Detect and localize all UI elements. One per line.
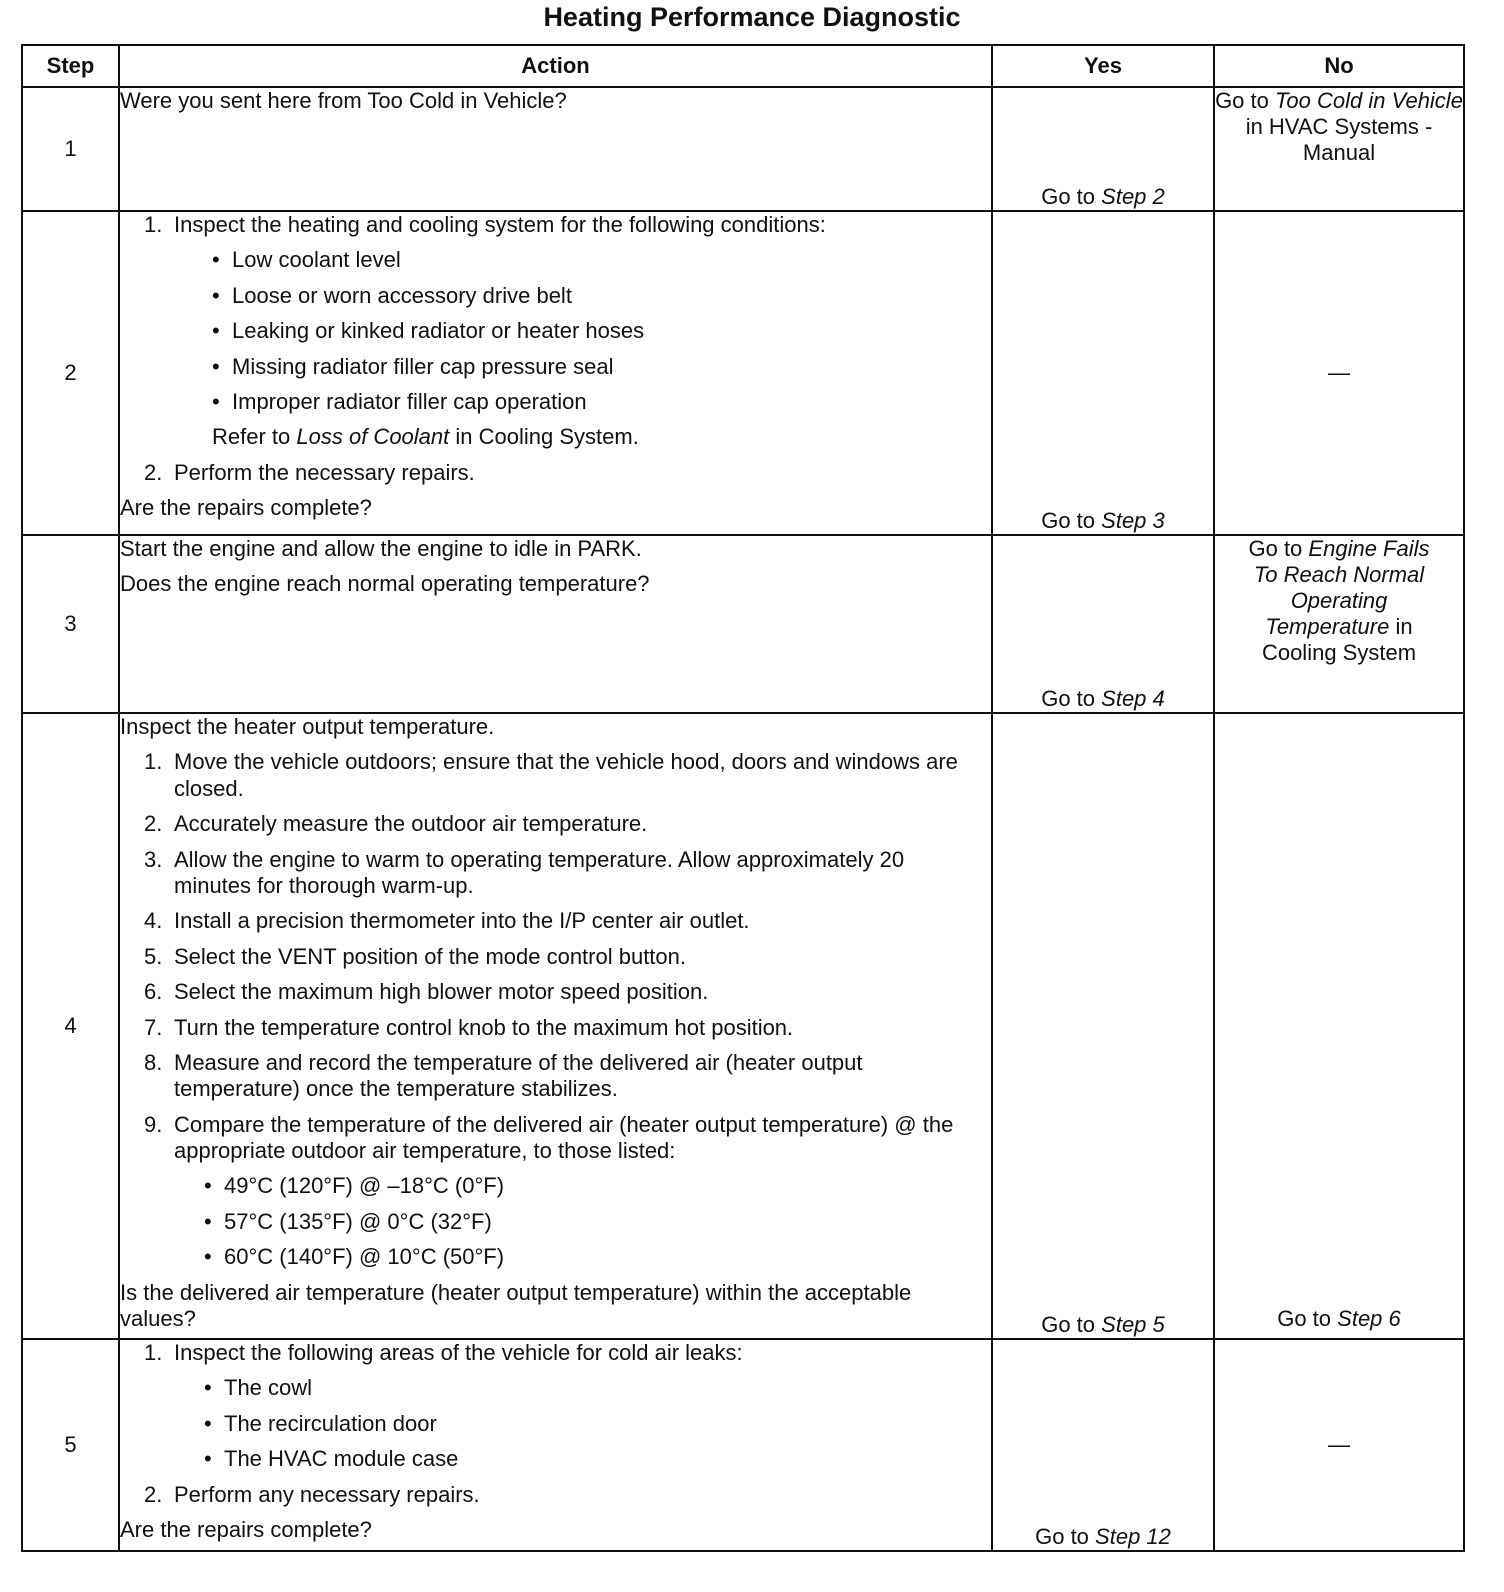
list-item: 3. Allow the engine to warm to operating temperature. Allow approximately 20 minutes for thorough warm-up.: [144, 846, 905, 898]
instruction-text: Inspect the heater output temperature.: [120, 714, 495, 739]
action-cell: [119, 211, 992, 535]
question-text: Were you sent here from Too Cold in Vehicle?: [120, 88, 567, 113]
bullet-item: • Improper radiator filler cap operation: [212, 388, 587, 414]
no-link-reference[interactable]: Too Cold in Vehicle: [1275, 88, 1463, 113]
action-cell: [119, 713, 992, 1339]
question-text: Are the repairs complete?: [120, 495, 372, 521]
no-cell: Go to Engine Fails To Reach Normal Operating Temperature in Cooling System: [1214, 535, 1464, 713]
bullet-item: • Loose or worn accessory drive belt: [212, 282, 572, 308]
question-text: Is the delivered air temperature (heater output temperature) within the acceptable values?: [120, 1279, 912, 1332]
list-item: 7. Turn the temperature control knob to the maximum hot position.: [144, 1014, 794, 1040]
no-cell: —: [1214, 1339, 1464, 1551]
reference-note: Refer to Loss of Coolant in Cooling System.: [212, 424, 639, 450]
yes-link-step[interactable]: Step 12: [1095, 1523, 1171, 1549]
header-yes: Yes: [992, 45, 1214, 87]
page-title: Heating Performance Diagnostic: [543, 2, 961, 32]
action-cell: [119, 87, 992, 211]
list-item: 5. Select the VENT position of the mode control button.: [144, 943, 687, 969]
bullet-item: • 49°C (120°F) @ –18°C (0°F): [204, 1173, 505, 1199]
header-row: [22, 45, 1464, 87]
bullet-item: • The recirculation door: [204, 1410, 437, 1436]
no-link-reference[interactable]: Engine Fails To Reach Normal Operating Temperature: [1253, 536, 1430, 639]
list-item: 1. Move the vehicle outdoors; ensure that the vehicle hood, doors and windows are closed.: [144, 749, 958, 801]
no-link-step[interactable]: Step 6: [1337, 1305, 1401, 1331]
header-no: No: [1214, 45, 1464, 87]
question-text: Does the engine reach normal operating temperature?: [120, 571, 650, 597]
yes-cell: Go to Step 5: [992, 713, 1214, 1339]
yes-cell: Go to Step 12: [992, 1339, 1214, 1551]
list-item: 1. Inspect the following areas of the vehicle for cold air leaks:: [144, 1340, 743, 1365]
action-cell: [119, 535, 992, 713]
list-item: 2. Accurately measure the outdoor air temperature.: [144, 811, 648, 837]
bullet-item: • Missing radiator filler cap pressure seal: [212, 353, 614, 379]
bullet-item: • Leaking or kinked radiator or heater hoses: [212, 318, 645, 344]
header-action: Action: [119, 45, 992, 87]
table-row-step-2: [22, 211, 1464, 535]
table-row-step-5: [22, 1339, 1464, 1551]
no-suffix: in HVAC Systems - Manual: [1245, 113, 1433, 165]
no-cell: [1214, 87, 1464, 211]
header-step: Step: [22, 45, 119, 87]
bullet-item: • Low coolant level: [212, 247, 401, 273]
yes-link-step[interactable]: Step 3: [1101, 507, 1165, 533]
bullet-item: • 57°C (135°F) @ 0°C (32°F): [204, 1208, 492, 1234]
yes-link-step[interactable]: Step 4: [1101, 685, 1165, 711]
list-item: 2. Perform the necessary repairs.: [144, 459, 475, 485]
bullet-item: • 60°C (140°F) @ 10°C (50°F): [204, 1244, 505, 1270]
step-number: 2: [22, 211, 119, 535]
no-cell: Go to Step 6: [1214, 713, 1464, 1339]
no-cell: —: [1214, 211, 1464, 535]
list-item: 4. Install a precision thermometer into the I/P center air outlet.: [144, 908, 750, 934]
yes-cell: Go to Step 3: [992, 211, 1214, 535]
step-number: 1: [22, 87, 119, 211]
reference-link[interactable]: Loss of Coolant: [296, 424, 450, 450]
bullet-item: • The cowl: [204, 1375, 313, 1401]
list-item: 1. Inspect the heating and cooling system for the following conditions:: [144, 212, 826, 237]
table-row-step-3: [22, 535, 1464, 713]
step-number: 4: [22, 713, 119, 1339]
yes-cell: Go to Step 4: [992, 535, 1214, 713]
list-item: 2. Perform any necessary repairs.: [144, 1481, 480, 1507]
list-item: 9. Compare the temperature of the delivered air (heater output temperature) @ the appropriate outdoor air temperature, to those listed:: [144, 1111, 954, 1164]
instruction-text: Start the engine and allow the engine to idle in PARK.: [120, 536, 642, 561]
table-row-step-1: [22, 87, 1464, 211]
table-row-step-4: [22, 713, 1464, 1339]
question-text: Are the repairs complete?: [120, 1516, 372, 1542]
diagnostic-table: [21, 44, 1465, 1552]
step-number: 5: [22, 1339, 119, 1551]
yes-link-step[interactable]: Step 5: [1101, 1311, 1165, 1337]
step-number: 3: [22, 535, 119, 713]
list-item: 6. Select the maximum high blower motor speed position.: [144, 979, 709, 1005]
yes-link-step[interactable]: Step 2: [1101, 183, 1165, 209]
yes-cell: [992, 87, 1214, 211]
no-prefix: Go to: [1215, 88, 1269, 113]
yes-prefix: Go to: [1041, 183, 1096, 209]
list-item: 8. Measure and record the temperature of the delivered air (heater output temperature) once the temperature stabilizes.: [144, 1049, 863, 1102]
bullet-item: • The HVAC module case: [204, 1446, 459, 1472]
action-cell: [119, 1339, 992, 1551]
